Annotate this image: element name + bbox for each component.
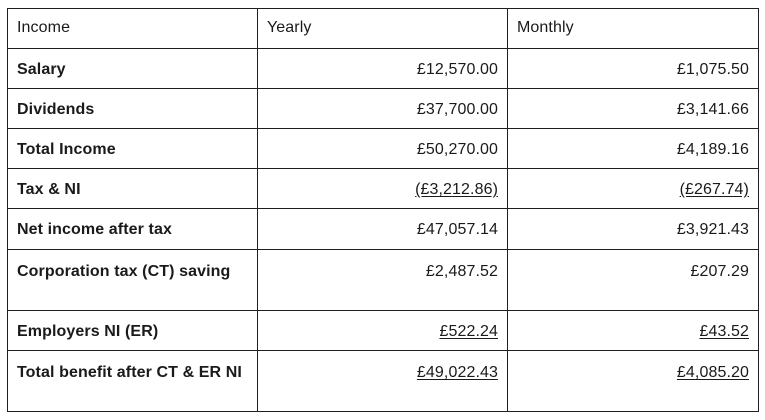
yearly-value: £49,022.43	[416, 364, 498, 381]
monthly-value: (£267.74)	[679, 181, 749, 198]
yearly-value: £12,570.00	[258, 49, 508, 89]
table-row-net-income	[8, 209, 759, 250]
monthly-value: £43.52	[699, 323, 749, 340]
row-label: Dividends	[8, 89, 258, 129]
monthly-value: £1,075.50	[508, 49, 759, 89]
table-row-total-income	[8, 129, 759, 169]
yearly-value: £50,270.00	[258, 129, 508, 169]
row-label: Total benefit after CT & ER NI	[8, 351, 258, 412]
row-label: Total Income	[8, 129, 258, 169]
monthly-value: £3,141.66	[508, 89, 759, 129]
monthly-value: £207.29	[508, 250, 759, 311]
monthly-value: £3,921.43	[508, 209, 759, 250]
table-header-row	[8, 9, 759, 49]
table-row-employers-ni	[8, 311, 759, 351]
yearly-value: £2,487.52	[258, 250, 508, 311]
monthly-value: £4,189.16	[508, 129, 759, 169]
monthly-value-cell	[508, 351, 759, 412]
row-label: Net income after tax	[8, 209, 258, 250]
table-row-dividends	[8, 89, 759, 129]
row-label: Tax & NI	[8, 169, 258, 209]
monthly-value: £4,085.20	[676, 364, 749, 381]
monthly-value-cell	[508, 169, 759, 209]
yearly-value-cell	[258, 351, 508, 412]
column-header-monthly: Monthly	[508, 9, 759, 49]
income-table	[7, 8, 759, 412]
table-row-salary	[8, 49, 759, 89]
table-row-total-benefit	[8, 351, 759, 412]
yearly-value-cell	[258, 169, 508, 209]
monthly-value-cell	[508, 311, 759, 351]
row-label: Corporation tax (CT) saving	[8, 250, 258, 311]
yearly-value: £47,057.14	[258, 209, 508, 250]
column-header-income: Income	[8, 9, 258, 49]
yearly-value-cell	[258, 311, 508, 351]
row-label: Salary	[8, 49, 258, 89]
yearly-value: £37,700.00	[258, 89, 508, 129]
column-header-yearly: Yearly	[258, 9, 508, 49]
table-row-ct-saving	[8, 250, 759, 311]
row-label: Employers NI (ER)	[8, 311, 258, 351]
yearly-value: £522.24	[439, 323, 498, 340]
yearly-value: (£3,212.86)	[415, 181, 498, 198]
table-row-tax-ni	[8, 169, 759, 209]
